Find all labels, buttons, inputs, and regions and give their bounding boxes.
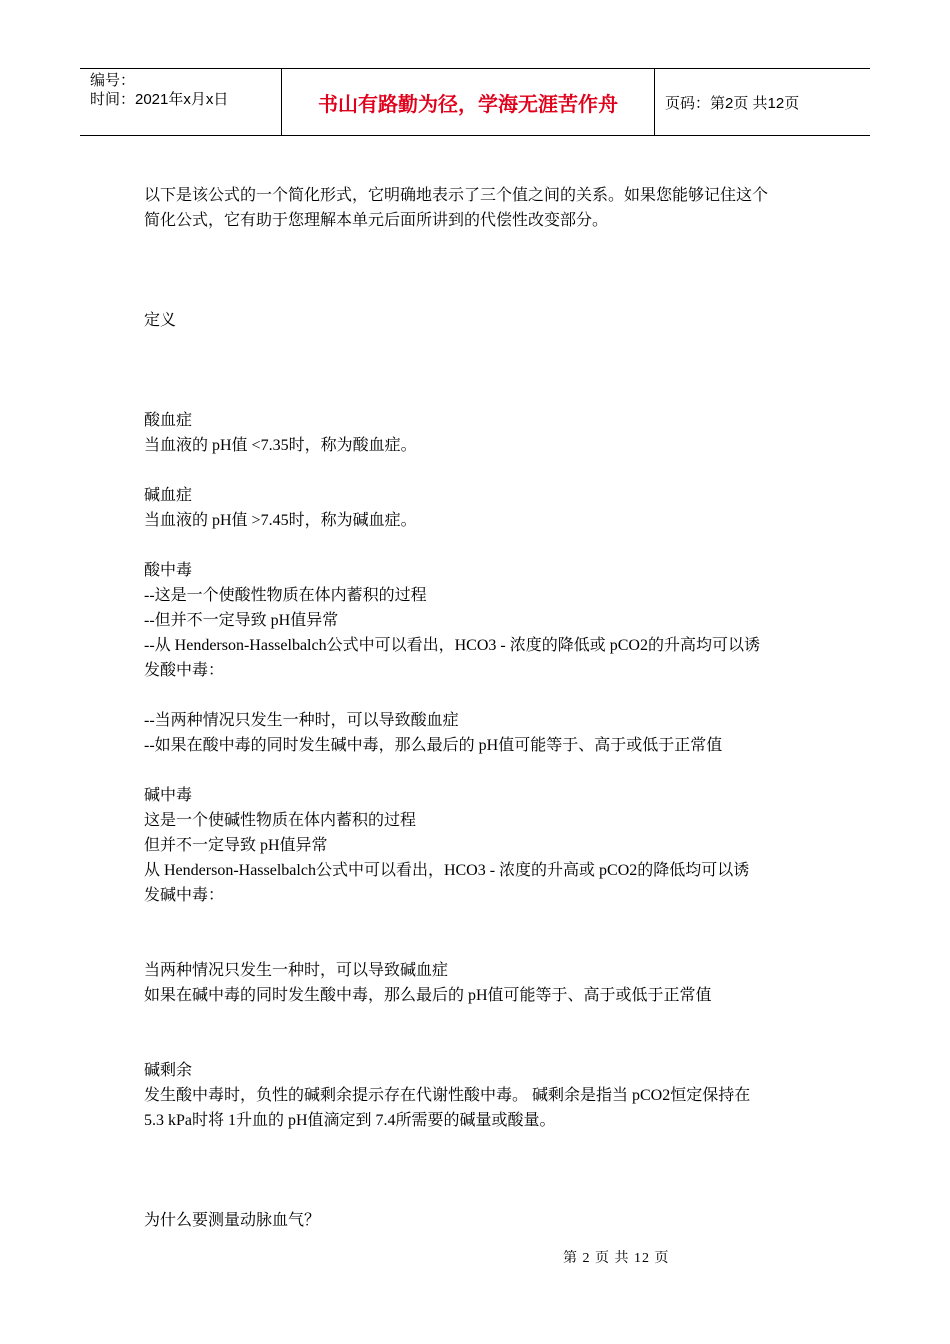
header-page-info: 页码：第2页 共12页 (665, 94, 800, 112)
acidosis-line: --当两种情况只发生一种时，可以导致酸血症 (144, 712, 459, 729)
alkalosis-line: 当两种情况只发生一种时，可以导致碱血症 (144, 962, 449, 979)
why-heading: 为什么要测量动脉血气？ (144, 1212, 321, 1229)
alkalosis-line: 从 Henderson-Hasselbalch公式中可以看出，HCO3 - 浓度的升高或 pCO2的降低均可以诱 (144, 862, 750, 879)
page-footer: 第 2 页 共 12 页 (563, 1251, 670, 1266)
header-motto: 书山有路勤为径，学海无涯苦作舟 (282, 69, 655, 135)
base-excess-line: 5.3 kPa时将 1升血的 pH值滴定到 7.4所需要的碱量或酸量。 (144, 1112, 556, 1129)
number-label: 编号： (90, 72, 136, 89)
section-title-alkalemia: 碱血症 (144, 487, 193, 504)
time-label: 时间：2021年x月x日 (90, 91, 229, 108)
acidosis-line: --如果在酸中毒的同时发生碱中毒，那么最后的 pH值可能等于、高于或低于正常值 (144, 737, 723, 754)
acidosis-line: 发酸中毒： (144, 662, 225, 679)
section-title-acidemia: 酸血症 (144, 412, 193, 429)
header-meta (80, 69, 282, 135)
alkalemia-text: 当血液的 pH值 >7.45时，称为碱血症。 (144, 512, 417, 529)
alkalosis-line: 如果在碱中毒的同时发生酸中毒，那么最后的 pH值可能等于、高于或低于正常值 (144, 987, 712, 1004)
intro-line: 以下是该公式的一个简化形式，它明确地表示了三个值之间的关系。如果您能够记住这个 (144, 187, 769, 204)
page-header (80, 68, 870, 136)
acidosis-line: --但并不一定导致 pH值异常 (144, 612, 339, 629)
acidemia-text: 当血液的 pH值 <7.35时，称为酸血症。 (144, 437, 417, 454)
alkalosis-line: 发碱中毒： (144, 887, 225, 904)
acidosis-line: --这是一个使酸性物质在体内蓄积的过程 (144, 587, 427, 604)
intro-line: 简化公式，它有助于您理解本单元后面所讲到的代偿性改变部分。 (144, 212, 609, 229)
section-title-alkalosis: 碱中毒 (144, 787, 193, 804)
document-body (144, 183, 814, 1233)
alkalosis-line: 但并不一定导致 pH值异常 (144, 837, 328, 854)
acidosis-line: --从 Henderson-Hasselbalch公式中可以看出，HCO3 - 浓度的降低或 pCO2的升高均可以诱 (144, 637, 760, 654)
definition-heading: 定义 (144, 312, 177, 329)
section-title-acidosis: 酸中毒 (144, 562, 193, 579)
section-title-base-excess: 碱剩余 (144, 1062, 193, 1079)
alkalosis-line: 这是一个使碱性物质在体内蓄积的过程 (144, 812, 417, 829)
base-excess-line: 发生酸中毒时，负性的碱剩余提示存在代谢性酸中毒。 碱剩余是指当 pCO2恒定保持在 (144, 1087, 751, 1104)
